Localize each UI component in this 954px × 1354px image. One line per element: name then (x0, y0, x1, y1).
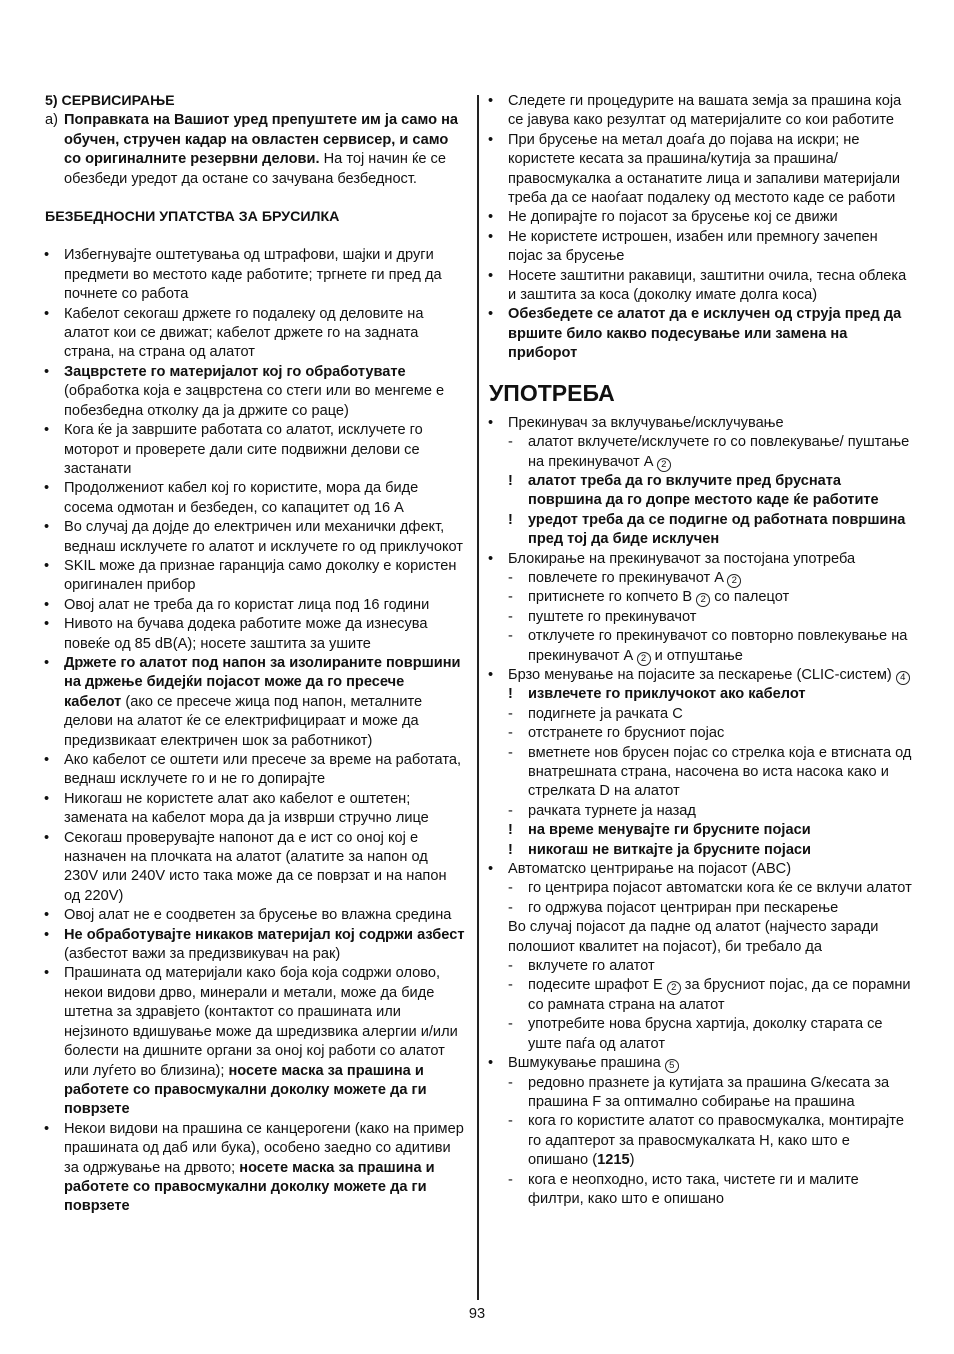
dust-2-text-end: ) (629, 1152, 635, 1169)
list-item (489, 267, 914, 306)
usage-abc-5 (489, 1015, 914, 1054)
item-text: (азбестот важи за предизвикувач на рак) (64, 946, 341, 963)
bullet: • (44, 829, 50, 846)
usage-lock-4 (489, 627, 914, 666)
dust1-text: Прашината од материјали како боја која содржи олово, некои видови дрво, минерали и метали, може да биде штетна за здравјето (контактот со прашината или нејзиното вдишување може да шредизвика алергии и/или болести на дишните органи за оној кој работи со алатот или луѓето во близина); (64, 965, 458, 1079)
service-item-marker: a) (45, 112, 58, 129)
warning-mark: ! (508, 841, 513, 858)
dash: - (508, 880, 513, 897)
item-bold-text: Зацврстете го материјалот кој го обработувате (64, 363, 406, 380)
bullet: • (488, 550, 494, 567)
usage-lock-2 (489, 588, 914, 607)
page-number: 93 (468, 1306, 486, 1322)
dash: - (508, 569, 513, 586)
item-text: Нивото на бучава додека работите може да изнесува повеќе од 85 dB(A); носете заштита за ушите (64, 616, 428, 652)
abc-1-text: го центрира појасот автоматски кога ќе се вклучи алатот (528, 880, 912, 897)
clic-2-text: отстранете го брусниот појас (528, 725, 725, 742)
warn2-text: уредот треба да се подигне од работната површина пред тој да биде исклучен (528, 511, 906, 548)
lock-2-text: притиснете го копчето B (528, 589, 693, 606)
usage-lock (489, 550, 914, 569)
service-bold-text: Поправката на Вашиот уред препуштете им ја само на обучен, стручен кадар на овластен сервисер, и само со оригиналните резервни делови. (64, 112, 459, 168)
abc-paragraph: Во случај појасот да падне од алатот (најчесто заради полошиот квалитет на појасот), би требало да (508, 919, 879, 955)
usage-clic-1 (489, 705, 914, 724)
list-item (489, 305, 914, 363)
usage-clic-4 (489, 802, 914, 821)
list-item (45, 596, 465, 615)
item-text: Никогаш не користете алат ако кабелот е оштетен; замената на кабелот мора да ја изврши стручно лице (64, 790, 429, 827)
list-item (45, 518, 465, 557)
usage-dust-1 (489, 1074, 914, 1113)
item-text: Секогаш проверувајте напонот да е ист со оној кој е назначен на плочката на алатот (алатите за напон од 230V или 240V исто така може да се поврзат и на напон од 220V) (64, 829, 447, 904)
item-text: SKIL може да признае гаранција само доколку е користен оригинален прибор (64, 557, 457, 594)
usage-title: УПОТРЕБА (489, 379, 615, 406)
figure-ref-icon: 4 (896, 671, 910, 685)
lock-1-text: повлечете го прекинувачот A (528, 569, 724, 586)
figure-ref-icon: 2 (696, 593, 710, 607)
dash: - (508, 802, 513, 819)
list-item (45, 829, 465, 907)
bullet: • (44, 654, 50, 671)
dash: - (508, 977, 513, 994)
item-text: Кога ќе ја завршите работата со алатот, исклучете го моторот и проверете дали сите подвижни делови се застанати (64, 422, 423, 477)
bullet: • (44, 790, 50, 807)
switch-label: Прекинувач за вклучување/исклучување (508, 414, 784, 431)
list-item (45, 790, 465, 829)
item-text: Кабелот секогаш држете го подалеку од деловите на алатот кои се движат; кабелот држете го на задната страна, на страна од алатот (64, 305, 424, 361)
switch-sub-text: алатот вклучете/исклучете го со повлекување/ пуштање на прекинувачот A (528, 434, 910, 470)
clic-warn2-text: на време менувајте ги брусните појаси (528, 822, 811, 839)
list-item (489, 208, 914, 227)
warning-mark: ! (508, 822, 513, 839)
dash: - (508, 899, 513, 916)
usage-abc (489, 860, 914, 879)
safety-list (45, 246, 465, 964)
usage-abc-2 (489, 899, 914, 918)
dash: - (508, 589, 513, 606)
clic-label: Брзо менување на појасите за пескарење (CLIC-систем) (508, 666, 892, 683)
item-bold-text: Држете го алатот под напон за изолираните површини на држење бидејќи појасот може да го пресече кабелот (64, 654, 461, 710)
bullet: • (488, 1055, 494, 1072)
bullet: • (44, 305, 50, 322)
usage-abc-1 (489, 879, 914, 898)
list-item (45, 363, 465, 421)
list-item (45, 906, 465, 925)
usage-lock-3 (489, 608, 914, 627)
dash: - (508, 1016, 513, 1033)
lock-4-text: отклучете го прекинувачот со повторно повлекување на прекинувачот A (528, 628, 908, 664)
list-item (489, 131, 914, 209)
service-heading: 5) СЕРВИСИРАЊЕ (45, 93, 175, 109)
usage-switch (489, 414, 914, 433)
bullet: • (44, 519, 50, 536)
dust-2-ref: 1215 (597, 1152, 630, 1169)
item-text: Не користете истрошен, изабен или премногу зачепен појас за брусење (508, 228, 878, 265)
usage-clic-warn-3 (489, 841, 914, 860)
list-item (45, 305, 465, 363)
dust-3-text: кога е неопходно, исто така, чистете ги и малите филтри, како што е опишано (528, 1171, 859, 1207)
clic-3-text: вметнете нов брусен појас со стрелка која е втисната од внатрешната страна, насочена во иста насока како и стрелката D на алатот (528, 744, 912, 800)
bullet: • (44, 363, 50, 380)
usage-switch-sub (489, 433, 914, 472)
list-item (489, 228, 914, 267)
item-text: (ако се пресече жица под напон, металните делови на алатот ќе се електрифицираат и може да предизвикаат електричен шок за работникот) (64, 693, 423, 749)
lock-4-text-end: и отпуштање (650, 647, 743, 664)
figure-ref-icon: 2 (637, 652, 651, 666)
bullet: • (44, 557, 50, 574)
lock-label: Блокирање на прекинувачот за постојана употреба (508, 550, 856, 567)
list-item (45, 751, 465, 790)
bullet: • (44, 926, 50, 943)
bullet: • (44, 965, 50, 982)
abc-2-text: го одржува појасот центриран при пескарење (528, 899, 839, 916)
dust-2-text: кога го користите алатот со правосмукалка, монтирајте го адаптерот за правосмукалката H, како што е опишано ( (528, 1113, 904, 1169)
bullet: • (488, 93, 494, 109)
warning-mark: ! (508, 472, 513, 489)
bullet: • (44, 616, 50, 633)
bullet: • (488, 666, 494, 683)
item-text: Ако кабелот се оштети или пресече за време на работата, веднаш исклучете го и не го допирајте (64, 752, 462, 788)
safety-item-dust-2 (45, 1120, 465, 1217)
figure-ref-icon: 2 (657, 458, 671, 472)
dust-label: Вшмукување прашина (508, 1055, 661, 1072)
list-item (45, 421, 465, 479)
abc-3-text: вклучете го алатот (528, 958, 655, 975)
lock-3-text: пуштете го прекинувачот (528, 608, 697, 625)
dash: - (508, 434, 513, 451)
list-item (45, 246, 465, 304)
list-item (489, 92, 914, 131)
item-text: Избегнувајте оштетувања од штрафови, шајки и други предмети во местото каде работите; тргнете ги пред да почнете со работа (64, 247, 442, 303)
usage-dust (489, 1054, 914, 1073)
item-text: Продолжениот кабел кој го користите, мора да биде сосема одмотан и безбеден, со капацитет од 16 A (64, 480, 419, 516)
item-text: Не допирајте го појасот за брусење кој се движи (508, 209, 838, 226)
dash: - (508, 744, 513, 761)
abc-5-text: употребите нова брусна хартија, доколку старата се уште паѓа од алатот (528, 1016, 883, 1052)
usage-dust-3 (489, 1171, 914, 1210)
lock-2-text-end: со палецот (710, 589, 790, 606)
list-item (45, 926, 465, 965)
left-column (45, 92, 465, 1217)
list-item (45, 654, 465, 751)
safety-heading: БЕЗБЕДНОСНИ УПАТСТВА ЗА БРУСИЛКА (45, 209, 340, 226)
dash: - (508, 608, 513, 625)
bullet: • (44, 480, 50, 497)
list-item (45, 615, 465, 654)
dash: - (508, 1113, 513, 1130)
item-bold-text: Не обработувајте никаков материјал кој содржи азбест (64, 926, 465, 943)
item-text: (обработка која е зацврстена со стеги или во менгеме е побезбедна отколку да ја држите со раце) (64, 383, 445, 419)
item-text: Во случај да дојде до електричен или механички дфект, веднаш исклучете го алатот и исклучете го од приклучокот (64, 519, 463, 555)
bullet: • (488, 228, 494, 245)
abc-label: Автоматско центрирање на појасот (ABC) (508, 861, 792, 878)
bullet: • (488, 209, 494, 226)
abc-4-text-end: за брусниот појас, да се порамни со рамната страна на алатот (528, 977, 911, 1013)
bullet: • (488, 131, 494, 148)
bullet: • (44, 422, 50, 439)
clic-warn-text: извлечете го приклучокот ако кабелот (528, 686, 806, 703)
usage-abc-4 (489, 976, 914, 1015)
usage-clic-warn-2 (489, 821, 914, 840)
bullet: • (44, 247, 50, 264)
usage-clic-3 (489, 744, 914, 802)
usage-warn-1 (489, 472, 914, 511)
dust1-bold: носете маска за прашина и работете со правосмукални доколку можете да ги поврзете (64, 1062, 427, 1118)
item-text: Носете заштитни ракавици, заштитни очила, тесна облека и заштита за коса (доколку имате долга коса) (508, 267, 907, 304)
bullet: • (488, 306, 494, 323)
item-text: Следете ги процедурите на вашата земја за прашина која се јавува како резултат од материјалите со кои работите (508, 93, 902, 129)
service-item (45, 111, 465, 189)
usage-clic-warn (489, 685, 914, 704)
clic-warn3-text: никогаш не виткајте ја брусните појаси (528, 841, 812, 858)
dash: - (508, 628, 513, 645)
item-bold-text: Обезбедете се алатот да е исклучен од струја пред да вршите било какво подесување или замена на приборот (508, 306, 902, 362)
abc-4-text: подесите шрафот E (528, 977, 663, 994)
dash: - (508, 725, 513, 742)
right-top-list (489, 92, 914, 364)
figure-ref-icon: 2 (727, 574, 741, 588)
figure-ref-icon: 5 (665, 1059, 679, 1073)
dust2-text: Некои видови на прашина се канцерогени (како на пример прашината од даб или бука), особено заедно со адитиви за одржување на дрвото; (64, 1120, 464, 1176)
dust2-bold: носете маска за прашина и работете со правосмукални доколку можете да ги поврзете (64, 1159, 435, 1215)
usage-clic (489, 666, 914, 685)
item-text: Овој алат не треба да го користат лица под 16 години (64, 596, 430, 613)
right-column (489, 92, 914, 1209)
dust-1-text: редовно празнете ја кутијата за прашина G/кесата за прашина F за оптимално собирање на прашина (528, 1074, 890, 1110)
list-item (45, 557, 465, 596)
warn1-text: алатот треба да го вклучите пред брусната површина да го допре местото каде ќе работите (528, 472, 879, 509)
warning-mark: ! (508, 511, 513, 528)
column-divider (477, 95, 479, 1300)
usage-warn-2 (489, 511, 914, 550)
usage-lock-1 (489, 569, 914, 588)
bullet: • (44, 907, 50, 924)
dash: - (508, 705, 513, 722)
list-item (45, 479, 465, 518)
dash: - (508, 1171, 513, 1188)
clic-1-text: подигнете ја рачката C (528, 705, 683, 722)
bullet: • (44, 752, 50, 768)
item-text: Овој алат не е соодветен за брусење во влажна средина (64, 907, 452, 924)
service-text: На тој начин ќе се обезбеди уредот да остане со зачувана безбедност. (64, 151, 446, 187)
usage-dust-2 (489, 1112, 914, 1170)
clic-4-text: рачката турнете ја назад (528, 802, 696, 819)
warning-mark: ! (508, 686, 513, 703)
bullet: • (44, 596, 50, 613)
bullet: • (44, 1120, 50, 1137)
dash: - (508, 1074, 513, 1091)
usage-clic-2 (489, 724, 914, 743)
bullet: • (488, 414, 494, 431)
item-text: При брусење на метал доаѓа до појава на искри; не користете кесата за прашина/кутија за прашина/ правосмукалка а останатите лица и запаливи материјали треба да се наоѓаат подалеку од местото каде се работи (508, 131, 901, 207)
usage-abc-3 (489, 957, 914, 976)
dash: - (508, 958, 513, 975)
bullet: • (488, 861, 494, 878)
safety-item-dust-1 (45, 964, 465, 1119)
figure-ref-icon: 2 (667, 981, 681, 995)
bullet: • (488, 267, 494, 284)
